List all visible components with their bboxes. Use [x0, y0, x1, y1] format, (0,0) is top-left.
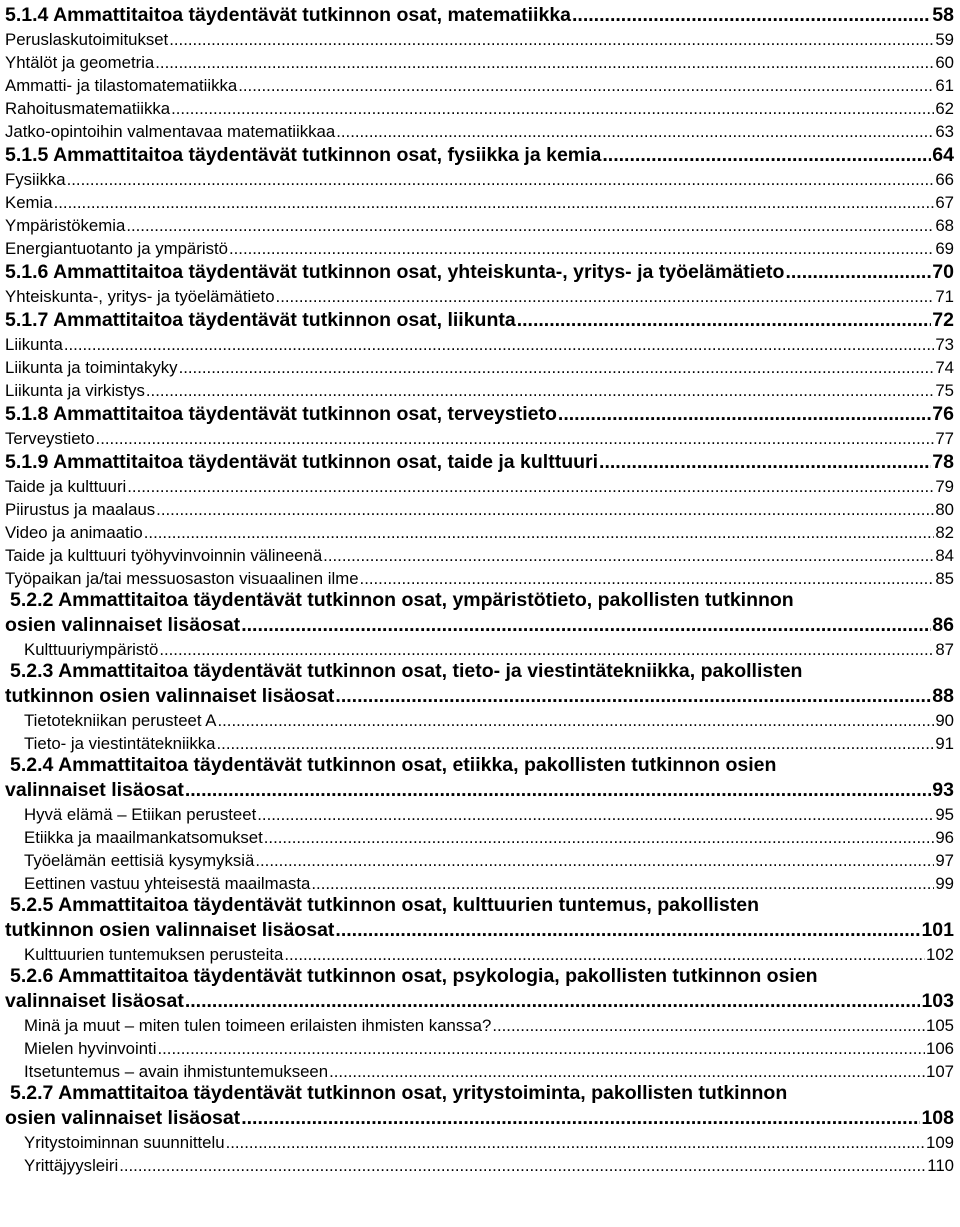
toc-subentry[interactable]: [0, 497, 960, 520]
toc-entry-title: valinnaiset lisäosat: [5, 779, 184, 801]
toc-page-number: 72: [932, 309, 954, 331]
table-of-contents: [0, 2, 960, 1176]
toc-heading[interactable]: [0, 1105, 960, 1130]
toc-page-number: 97: [935, 851, 954, 870]
dot-leader: [492, 1016, 925, 1036]
toc-entry-title: Taide ja kulttuuri työhyvinvoinnin välineenä: [5, 546, 323, 565]
toc-entry-title: Tieto- ja viestintätekniikka: [24, 734, 216, 753]
toc-subentry[interactable]: [0, 50, 960, 73]
dot-leader: [157, 1039, 925, 1059]
dot-leader: [185, 779, 931, 802]
toc-subentry[interactable]: [0, 1013, 960, 1036]
toc-heading[interactable]: [0, 754, 960, 777]
toc-page-number: 80: [935, 500, 954, 519]
dot-leader: [169, 30, 934, 50]
toc-subentry[interactable]: [0, 355, 960, 378]
toc-subentry[interactable]: [0, 378, 960, 401]
toc-page-number: 86: [932, 614, 954, 636]
dot-leader: [311, 874, 934, 894]
toc-subentry[interactable]: [0, 426, 960, 449]
toc-page-number: 64: [932, 144, 954, 166]
toc-heading[interactable]: [0, 2, 960, 27]
dot-leader: [217, 734, 935, 754]
toc-entry-title: Peruslaskutoimitukset: [5, 30, 169, 49]
dot-leader: [264, 828, 935, 848]
dot-leader: [185, 990, 921, 1013]
dot-leader: [602, 144, 931, 167]
toc-page-number: 106: [926, 1039, 954, 1058]
dot-leader: [329, 1062, 925, 1082]
toc-entry-title: Liikunta ja virkistys: [5, 381, 145, 400]
toc-subentry[interactable]: [0, 284, 960, 307]
toc-page-number: 110: [927, 1156, 954, 1175]
toc-page-number: 101: [921, 919, 954, 941]
toc-entry-title: Yhteiskunta-, yritys- ja työelämätieto: [5, 287, 275, 306]
toc-page-number: 67: [935, 193, 954, 212]
dot-leader: [336, 122, 934, 142]
toc-page-number: 108: [921, 1107, 954, 1129]
toc-page-number: 96: [935, 828, 954, 847]
toc-page-number: 62: [935, 99, 954, 118]
dot-leader: [335, 685, 931, 708]
toc-subentry[interactable]: [0, 27, 960, 50]
dot-leader: [146, 381, 934, 401]
toc-page-number: 90: [935, 711, 954, 730]
dot-leader: [229, 239, 934, 259]
toc-page-number: 78: [932, 451, 954, 473]
toc-entry-title: Rahoitusmatematiikka: [5, 99, 171, 118]
dot-leader: [572, 4, 931, 27]
toc-entry-title: Minä ja muut – miten tulen toimeen erilaisten ihmisten kanssa?: [24, 1016, 492, 1035]
dot-leader: [156, 500, 934, 520]
dot-leader: [159, 640, 934, 660]
toc-entry-title: Etiikka ja maailmankatsomukset: [24, 828, 263, 847]
dot-leader: [217, 711, 934, 731]
toc-subentry[interactable]: [0, 942, 960, 965]
toc-heading[interactable]: [0, 612, 960, 637]
toc-page-number: 61: [935, 76, 954, 95]
dot-leader: [323, 546, 934, 566]
toc-page-number: 99: [935, 874, 954, 893]
toc-heading[interactable]: [0, 259, 960, 284]
toc-entry-title: Eettinen vastuu yhteisestä maailmasta: [24, 874, 311, 893]
toc-entry-title: Liikunta: [5, 335, 63, 354]
toc-entry-title: osien valinnaiset lisäosat: [5, 614, 241, 636]
toc-page-number: 79: [935, 477, 954, 496]
toc-subentry[interactable]: [0, 167, 960, 190]
toc-subentry[interactable]: [0, 802, 960, 825]
dot-leader: [54, 193, 935, 213]
toc-heading[interactable]: [0, 660, 960, 683]
toc-subentry[interactable]: [0, 520, 960, 543]
toc-page-number: 74: [935, 358, 954, 377]
toc-entry-title: Yritystoiminnan suunnittelu: [24, 1133, 225, 1152]
toc-entry-title: Kulttuuriympäristö: [24, 640, 159, 659]
toc-entry-title: 5.2.3 Ammattitaitoa täydentävät tutkinnon osat, tieto- ja viestintätekniikka, pakollisten: [10, 660, 803, 682]
toc-subentry[interactable]: [0, 1036, 960, 1059]
toc-page-number: 103: [921, 990, 954, 1012]
toc-entry-title: Hyvä elämä – Etiikan perusteet: [24, 805, 257, 824]
toc-heading[interactable]: [0, 589, 960, 612]
dot-leader: [241, 614, 931, 637]
toc-subentry[interactable]: [0, 213, 960, 236]
toc-entry-title: Ammatti- ja tilastomatematiikka: [5, 76, 238, 95]
toc-page-number: 63: [935, 122, 954, 141]
toc-entry-title: 5.2.2 Ammattitaitoa täydentävät tutkinnon osat, ympäristötieto, pakollisten tutkinnon: [10, 589, 794, 611]
dot-leader: [179, 358, 935, 378]
toc-page-number: 105: [926, 1016, 954, 1035]
dot-leader: [96, 429, 935, 449]
toc-subentry[interactable]: [0, 96, 960, 119]
toc-page-number: 109: [926, 1133, 954, 1152]
toc-entry-title: Video ja animaatio: [5, 523, 143, 542]
toc-entry-title: Mielen hyvinvointi: [24, 1039, 157, 1058]
toc-page-number: 88: [932, 685, 954, 707]
dot-leader: [257, 805, 934, 825]
toc-entry-title: osien valinnaiset lisäosat: [5, 1107, 241, 1129]
toc-subentry[interactable]: [0, 825, 960, 848]
toc-entry-title: Jatko-opintoihin valmentavaa matematiikkaa: [5, 122, 336, 141]
toc-page-number: 107: [926, 1062, 954, 1081]
dot-leader: [67, 170, 935, 190]
toc-entry-title: 5.2.7 Ammattitaitoa täydentävät tutkinnon osat, yritystoiminta, pakollisten tutkinnon: [10, 1082, 788, 1104]
toc-heading[interactable]: [0, 917, 960, 942]
dot-leader: [127, 477, 934, 497]
toc-entry-title: Liikunta ja toimintakyky: [5, 358, 178, 377]
dot-leader: [335, 919, 920, 942]
dot-leader: [558, 403, 931, 426]
toc-entry-title: Piirustus ja maalaus: [5, 500, 156, 519]
toc-entry-title: 5.1.8 Ammattitaitoa täydentävät tutkinnon osat, terveystieto: [5, 403, 557, 425]
toc-entry-title: Taide ja kulttuuri: [5, 477, 127, 496]
toc-page-number: 68: [935, 216, 954, 235]
toc-entry-title: 5.1.7 Ammattitaitoa täydentävät tutkinnon osat, liikunta: [5, 309, 516, 331]
toc-entry-title: 5.2.6 Ammattitaitoa täydentävät tutkinnon osat, psykologia, pakollisten tutkinnon osien: [10, 965, 818, 987]
toc-entry-title: Itsetuntemus – avain ihmistuntemukseen: [24, 1062, 329, 1081]
toc-entry-title: Terveystieto: [5, 429, 95, 448]
toc-page-number: 77: [935, 429, 954, 448]
toc-heading[interactable]: [0, 894, 960, 917]
toc-page-number: 58: [932, 4, 954, 26]
toc-page-number: 82: [935, 523, 954, 542]
toc-subentry[interactable]: [0, 871, 960, 894]
toc-page-number: 87: [935, 640, 954, 659]
toc-heading[interactable]: [0, 401, 960, 426]
toc-subentry[interactable]: [0, 637, 960, 660]
toc-page-number: 76: [932, 403, 954, 425]
toc-subentry[interactable]: [0, 236, 960, 259]
toc-entry-title: 5.1.6 Ammattitaitoa täydentävät tutkinnon osat, yhteiskunta-, yritys- ja työelämätieto: [5, 261, 785, 283]
toc-entry-title: Energiantuotanto ja ympäristö: [5, 239, 228, 258]
toc-page-number: 66: [935, 170, 954, 189]
toc-page-number: 73: [935, 335, 954, 354]
toc-heading[interactable]: [0, 1082, 960, 1105]
toc-page-number: 102: [926, 945, 954, 964]
dot-leader: [517, 309, 932, 332]
toc-page-number: 70: [932, 261, 954, 283]
dot-leader: [119, 1156, 926, 1176]
toc-entry-title: Tietotekniikan perusteet A: [24, 711, 217, 730]
dot-leader: [238, 76, 934, 96]
dot-leader: [171, 99, 934, 119]
toc-subentry[interactable]: [0, 73, 960, 96]
toc-entry-title: Kulttuurien tuntemuksen perusteita: [24, 945, 284, 964]
toc-entry-title: 5.1.4 Ammattitaitoa täydentävät tutkinnon osat, matematiikka: [5, 4, 572, 26]
dot-leader: [226, 1133, 925, 1153]
toc-heading[interactable]: [0, 777, 960, 802]
toc-page-number: 60: [935, 53, 954, 72]
toc-subentry[interactable]: [0, 708, 960, 731]
toc-page-number: 84: [935, 546, 954, 565]
dot-leader: [284, 945, 925, 965]
toc-entry-title: Fysiikka: [5, 170, 66, 189]
toc-entry-title: 5.2.4 Ammattitaitoa täydentävät tutkinnon osat, etiikka, pakollisten tutkinnon osien: [10, 754, 777, 776]
toc-subentry[interactable]: [0, 119, 960, 142]
toc-page-number: 85: [935, 569, 954, 588]
dot-leader: [64, 335, 934, 355]
toc-page-number: 71: [935, 287, 954, 306]
toc-page-number: 59: [935, 30, 954, 49]
dot-leader: [255, 851, 934, 871]
toc-entry-title: Yhtälöt ja geometria: [5, 53, 155, 72]
toc-entry-title: Yrittäjyysleiri: [24, 1156, 119, 1175]
toc-subentry[interactable]: [0, 190, 960, 213]
toc-heading[interactable]: [0, 965, 960, 988]
toc-subentry[interactable]: [0, 1130, 960, 1153]
dot-leader: [155, 53, 934, 73]
toc-subentry[interactable]: [0, 731, 960, 754]
toc-subentry[interactable]: [0, 474, 960, 497]
dot-leader: [785, 261, 931, 284]
toc-page-number: 69: [935, 239, 954, 258]
toc-subentry[interactable]: [0, 543, 960, 566]
dot-leader: [241, 1107, 920, 1130]
dot-leader: [276, 287, 935, 307]
toc-entry-title: 5.1.9 Ammattitaitoa täydentävät tutkinnon osat, taide ja kulttuuri: [5, 451, 599, 473]
toc-page-number: 93: [932, 779, 954, 801]
toc-entry-title: 5.1.5 Ammattitaitoa täydentävät tutkinnon osat, fysiikka ja kemia: [5, 144, 602, 166]
toc-entry-title: tutkinnon osien valinnaiset lisäosat: [5, 919, 335, 941]
toc-entry-title: 5.2.5 Ammattitaitoa täydentävät tutkinnon osat, kulttuurien tuntemus, pakollisten: [10, 894, 760, 916]
toc-subentry[interactable]: [0, 332, 960, 355]
toc-heading[interactable]: [0, 988, 960, 1013]
toc-subentry[interactable]: [0, 566, 960, 589]
toc-heading[interactable]: [0, 142, 960, 167]
toc-entry-title: Työelämän eettisiä kysymyksiä: [24, 851, 255, 870]
dot-leader: [599, 451, 931, 474]
dot-leader: [144, 523, 935, 543]
toc-entry-title: tutkinnon osien valinnaiset lisäosat: [5, 685, 335, 707]
toc-entry-title: valinnaiset lisäosat: [5, 990, 184, 1012]
toc-entry-title: Ympäristökemia: [5, 216, 126, 235]
toc-heading[interactable]: [0, 307, 960, 332]
toc-subentry[interactable]: [0, 848, 960, 871]
toc-heading[interactable]: [0, 449, 960, 474]
toc-subentry[interactable]: [0, 1153, 960, 1176]
dot-leader: [360, 569, 935, 589]
toc-page-number: 75: [935, 381, 954, 400]
toc-page-number: 95: [935, 805, 954, 824]
toc-page-number: 91: [935, 734, 954, 753]
toc-subentry[interactable]: [0, 1059, 960, 1082]
toc-entry-title: Kemia: [5, 193, 53, 212]
toc-heading[interactable]: [0, 683, 960, 708]
toc-entry-title: Työpaikan ja/tai messuosaston visuaalinen ilme: [5, 569, 359, 588]
dot-leader: [126, 216, 934, 236]
